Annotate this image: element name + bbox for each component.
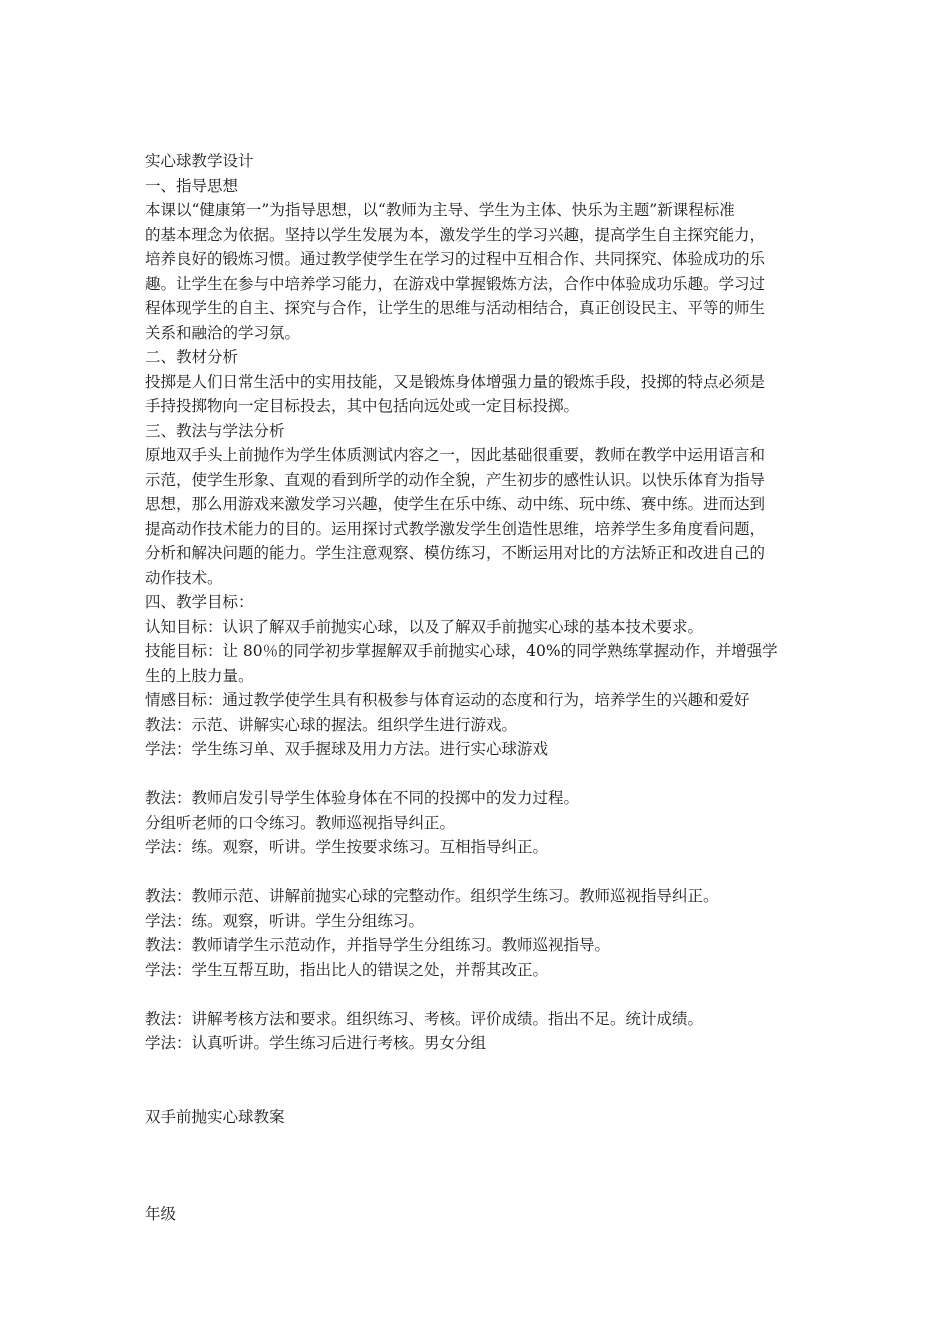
text-line: 学法：练。观察，听讲。学生分组练习。 xyxy=(145,911,425,930)
section-heading-teaching-goals: 四、教学目标： xyxy=(145,593,254,611)
text-line: 生的上肢力量。 xyxy=(145,666,254,685)
method-block-c xyxy=(145,1007,825,1056)
text-line: 教法：讲解考核方法和要求。组织练习、考核。评价成绩。指出不足。统计成绩。 xyxy=(145,1009,704,1028)
method-block-b xyxy=(145,884,825,982)
paragraph-material-analysis xyxy=(145,370,825,419)
grade-label: 年级 xyxy=(145,1205,177,1223)
text-line: 认知目标：认识了解双手前抛实心球，以及了解双手前抛实心球的基本技术要求。 xyxy=(145,617,704,636)
text-line: 的基本理念为依据。坚持以学生发展为本，激发学生的学习兴趣，提高学生自主探究能力， xyxy=(145,225,766,244)
text-line: 提高动作技术能力的目的。运用探讨式教学激发学生创造性思维，培养学生多角度看问题， xyxy=(145,519,766,538)
text-line: 学法：学生互帮互助，指出比人的错误之处，并帮其改正。 xyxy=(145,960,549,979)
text-line: 趣。让学生在参与中培养学习能力，在游戏中掌握锻炼方法，合作中体验成功乐趣。学习过 xyxy=(145,274,766,293)
text-line: 教法：教师请学生示范动作，并指导学生分组练习。教师巡视指导。 xyxy=(145,936,611,954)
text-line: 教法：教师启发引导学生体验身体在不同的投掷中的发力过程。 xyxy=(145,789,580,807)
spacer xyxy=(145,860,825,885)
text-line: 学法：学生练习单、双手握球及用力方法。进行实心球游戏 xyxy=(145,740,549,758)
paragraph-teaching-goals xyxy=(145,615,825,762)
text-line: 教法：示范、讲解实心球的握法。组织学生进行游戏。 xyxy=(145,715,518,734)
text-line: 分组听老师的口令练习。教师巡视指导纠正。 xyxy=(145,813,456,832)
document-body xyxy=(145,149,825,1227)
spacer xyxy=(145,762,825,787)
paragraph-guiding-ideology xyxy=(145,198,825,345)
text-line: 原地双手头上前抛作为学生体质测试内容之一，因此基础很重要，教师在教学中运用语言和 xyxy=(145,446,766,464)
text-line: 情感目标：通过教学使学生具有积极参与体育运动的态度和行为，培养学生的兴趣和爱好 xyxy=(145,691,750,709)
text-line: 学法：练。观察，听讲。学生按要求练习。互相指导纠正。 xyxy=(145,838,549,856)
spacer xyxy=(145,1056,825,1105)
text-line: 示范，使学生形象、直观的看到所学的动作全貌，产生初步的感性认识。以快乐体育为指导 xyxy=(145,470,766,489)
text-line: 程体现学生的自主、探究与合作，让学生的思维与活动相结合，真正创设民主、平等的师生 xyxy=(145,299,766,317)
section-heading-method-analysis: 三、教法与学法分析 xyxy=(145,421,285,440)
section-heading-guiding-ideology: 一、指导思想 xyxy=(145,176,239,195)
text-line: 分析和解决问题的能力。学生注意观察、模仿练习，不断运用对比的方法矫正和改进自己的 xyxy=(145,544,766,562)
text-line: 手持投掷物向一定目标投去，其中包括向远处或一定目标投掷。 xyxy=(145,397,580,415)
paragraph-method-analysis xyxy=(145,443,825,590)
method-block-a xyxy=(145,786,825,860)
text-line: 培养良好的锻炼习惯。通过教学使学生在学习的过程中互相合作、共同探究、体验成功的乐 xyxy=(145,250,766,268)
lesson-plan-title: 双手前抛实心球教案 xyxy=(145,1107,285,1126)
text-line: 关系和融洽的学习氛。 xyxy=(145,323,301,342)
text-line: 技能目标：让 80％的同学初步掌握解双手前抛实心球，40%的同学熟练掌握动作，并增强学 xyxy=(145,642,778,660)
spacer xyxy=(145,1129,825,1202)
text-line: 教法：教师示范、讲解前抛实心球的完整动作。组织学生练习。教师巡视指导纠正。 xyxy=(145,887,719,905)
text-line: 本课以“健康第一”为指导思想，以“教师为主导、学生为主体、快乐为主题”新课程标准 xyxy=(145,201,735,219)
text-line: 投掷是人们日常生活中的实用技能，又是锻炼身体增强力量的锻炼手段，投掷的特点必须是 xyxy=(145,372,766,391)
document-title: 实心球教学设计 xyxy=(145,152,254,170)
text-line: 学法：认真听讲。学生练习后进行考核。男女分组 xyxy=(145,1034,487,1052)
text-line: 思想，那么用游戏来激发学习兴趣，使学生在乐中练、动中练、玩中练、赛中练。进而达到 xyxy=(145,495,766,513)
section-heading-material-analysis: 二、教材分析 xyxy=(145,348,239,366)
spacer xyxy=(145,982,825,1007)
text-line: 动作技术。 xyxy=(145,568,223,587)
